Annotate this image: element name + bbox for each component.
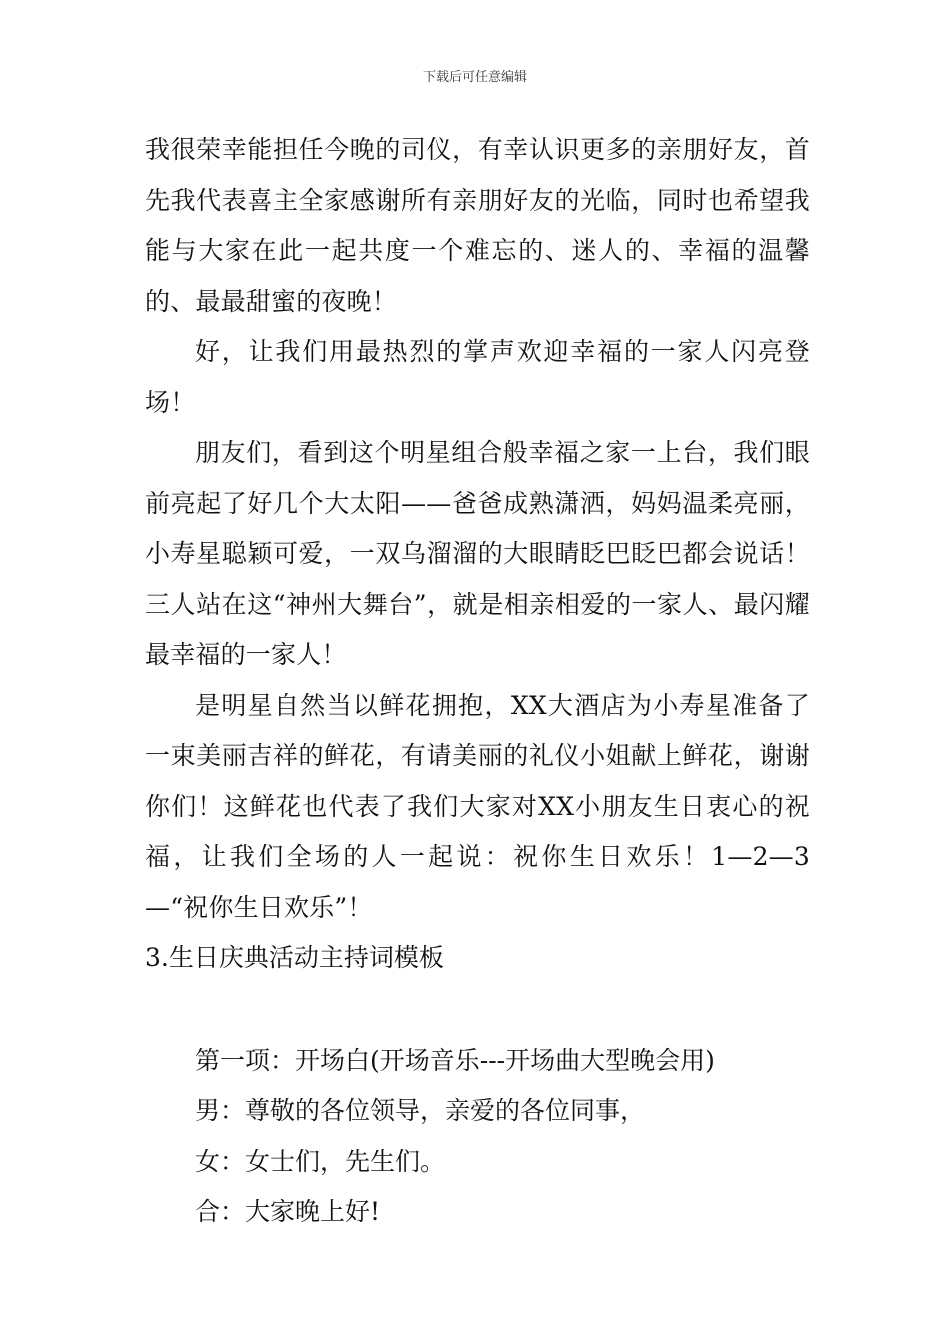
paragraph-3: 朋友们，看到这个明星组合般幸福之家一上台，我们眼前亮起了好几个大太阳——爸爸成熟潇洒，妈妈温柔亮丽，小寿星聪颖可爱，一双乌溜溜的大眼睛眨巴眨巴都会说话！三人站在这“神州大舞台”，就是相亲相爱的一家人、最闪耀最幸福的一家人！ — [145, 438, 810, 669]
dialogue-line-2: 男：尊敬的各位领导，亲爱的各位同事， — [195, 1096, 646, 1125]
dialogue-line-3: 女：女士们，先生们。 — [195, 1146, 446, 1176]
paragraph-1: 我很荣幸能担任今晚的司仪，有幸认识更多的亲朋好友，首先我代表喜主全家感谢所有亲朋好友的光临，同时也希望我能与大家在此一起共度一个难忘的、迷人的、幸福的温馨的、最最甜蜜的夜晚！ — [145, 135, 810, 316]
page-header-note: 下载后可任意编辑 — [422, 70, 527, 85]
section-spacer — [145, 984, 810, 1036]
dialogue-line-1: 第一项：开场白(开场音乐---开场曲大型晚会用) — [195, 1045, 715, 1075]
paragraph-4: 是明星自然当以鲜花拥抱，XX大酒店为小寿星准备了一束美丽吉祥的鲜花，有请美丽的礼仪小姐献上鲜花，谢谢你们！这鲜花也代表了我们大家对XX小朋友生日衷心的祝福，让我们全场的人一起说：祝你生日欢乐！1—2—3—“祝你生日欢乐”！ — [145, 690, 810, 922]
document-body — [145, 125, 810, 1238]
section-heading: 3.生日庆典活动主持词模板 — [145, 943, 444, 972]
paragraph-2: 好，让我们用最热烈的掌声欢迎幸福的一家人闪亮登场！ — [145, 337, 810, 417]
dialogue-line-4: 合：大家晚上好! — [195, 1197, 381, 1226]
